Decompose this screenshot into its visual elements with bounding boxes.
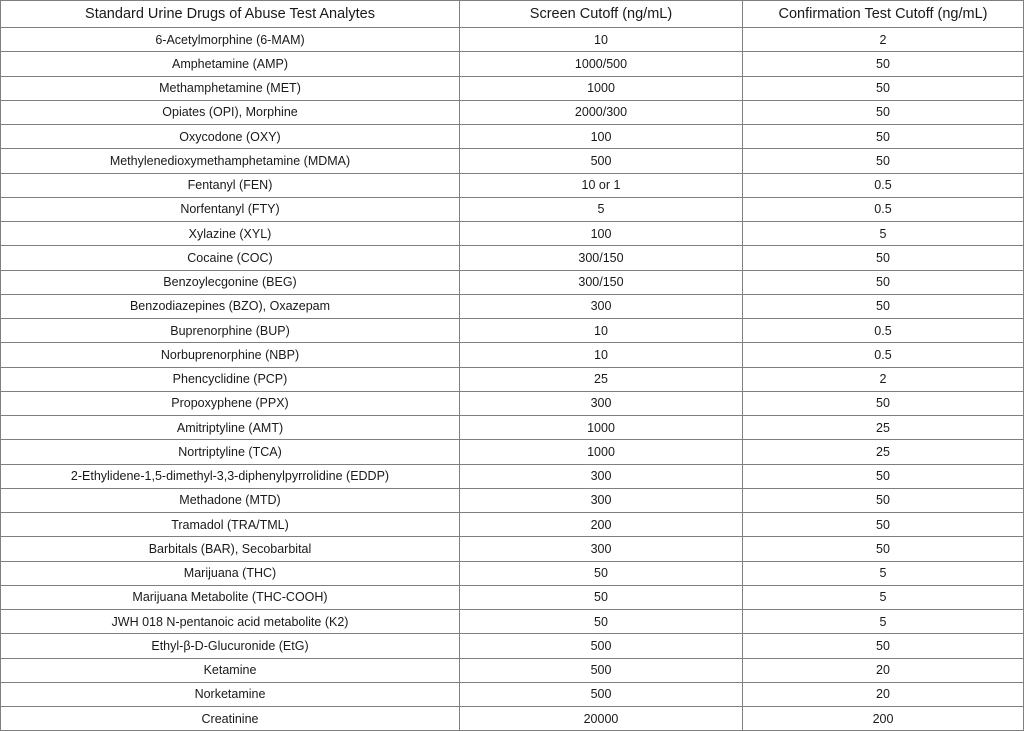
cell-screen-cutoff: 10 — [460, 343, 743, 367]
cell-confirmation-cutoff: 2 — [743, 28, 1024, 52]
cell-analyte: Xylazine (XYL) — [1, 222, 460, 246]
table-row — [1, 319, 1024, 343]
cell-confirmation-cutoff: 50 — [743, 294, 1024, 318]
table-row — [1, 100, 1024, 124]
table-row — [1, 416, 1024, 440]
cell-screen-cutoff: 1000/500 — [460, 52, 743, 76]
cell-analyte: Creatinine — [1, 707, 460, 731]
cell-screen-cutoff: 500 — [460, 634, 743, 658]
cell-confirmation-cutoff: 50 — [743, 125, 1024, 149]
cell-confirmation-cutoff: 50 — [743, 537, 1024, 561]
cell-analyte: 6-Acetylmorphine (6-MAM) — [1, 28, 460, 52]
cell-confirmation-cutoff: 0.5 — [743, 343, 1024, 367]
cell-analyte: Methamphetamine (MET) — [1, 76, 460, 100]
cell-confirmation-cutoff: 50 — [743, 464, 1024, 488]
cell-analyte: Propoxyphene (PPX) — [1, 391, 460, 415]
table-row — [1, 464, 1024, 488]
cell-confirmation-cutoff: 5 — [743, 561, 1024, 585]
cell-analyte: JWH 018 N-pentanoic acid metabolite (K2) — [1, 610, 460, 634]
cell-confirmation-cutoff: 50 — [743, 513, 1024, 537]
table-header-row — [1, 1, 1024, 28]
cell-analyte: Fentanyl (FEN) — [1, 173, 460, 197]
table-row — [1, 52, 1024, 76]
cell-confirmation-cutoff: 50 — [743, 634, 1024, 658]
cell-analyte: Tramadol (TRA/TML) — [1, 513, 460, 537]
cell-screen-cutoff: 500 — [460, 682, 743, 706]
cell-confirmation-cutoff: 5 — [743, 222, 1024, 246]
table-row — [1, 270, 1024, 294]
table-row — [1, 222, 1024, 246]
header-screen-cutoff: Screen Cutoff (ng/mL) — [460, 1, 743, 28]
cell-analyte: Amitriptyline (AMT) — [1, 416, 460, 440]
table-row — [1, 658, 1024, 682]
cell-analyte: Barbitals (BAR), Secobarbital — [1, 537, 460, 561]
cell-confirmation-cutoff: 0.5 — [743, 173, 1024, 197]
table-row — [1, 585, 1024, 609]
table-row — [1, 561, 1024, 585]
cell-confirmation-cutoff: 50 — [743, 76, 1024, 100]
cell-screen-cutoff: 100 — [460, 222, 743, 246]
table-row — [1, 197, 1024, 221]
cell-screen-cutoff: 10 or 1 — [460, 173, 743, 197]
cell-analyte: Cocaine (COC) — [1, 246, 460, 270]
cell-analyte: Benzodiazepines (BZO), Oxazepam — [1, 294, 460, 318]
table-row — [1, 440, 1024, 464]
table-body — [1, 28, 1024, 731]
cell-analyte: Norbuprenorphine (NBP) — [1, 343, 460, 367]
table-row — [1, 28, 1024, 52]
table-row — [1, 707, 1024, 731]
cell-confirmation-cutoff: 50 — [743, 100, 1024, 124]
cell-confirmation-cutoff: 50 — [743, 391, 1024, 415]
cell-screen-cutoff: 1000 — [460, 416, 743, 440]
table-row — [1, 246, 1024, 270]
cell-screen-cutoff: 50 — [460, 585, 743, 609]
cell-analyte: Marijuana (THC) — [1, 561, 460, 585]
cell-screen-cutoff: 300/150 — [460, 246, 743, 270]
cell-screen-cutoff: 300/150 — [460, 270, 743, 294]
cell-confirmation-cutoff: 25 — [743, 416, 1024, 440]
table-row — [1, 367, 1024, 391]
cell-confirmation-cutoff: 50 — [743, 52, 1024, 76]
cell-analyte: Methylenedioxymethamphetamine (MDMA) — [1, 149, 460, 173]
cell-screen-cutoff: 5 — [460, 197, 743, 221]
table-row — [1, 173, 1024, 197]
cell-confirmation-cutoff: 5 — [743, 610, 1024, 634]
table-row — [1, 634, 1024, 658]
cell-analyte: 2-Ethylidene-1,5-dimethyl-3,3-diphenylpyrrolidine (EDDP) — [1, 464, 460, 488]
header-confirmation-cutoff: Confirmation Test Cutoff (ng/mL) — [743, 1, 1024, 28]
cell-confirmation-cutoff: 20 — [743, 682, 1024, 706]
cell-screen-cutoff: 20000 — [460, 707, 743, 731]
cell-confirmation-cutoff: 2 — [743, 367, 1024, 391]
cell-screen-cutoff: 300 — [460, 294, 743, 318]
cell-analyte: Oxycodone (OXY) — [1, 125, 460, 149]
cell-confirmation-cutoff: 200 — [743, 707, 1024, 731]
table-row — [1, 610, 1024, 634]
cell-screen-cutoff: 500 — [460, 149, 743, 173]
table-row — [1, 513, 1024, 537]
cell-screen-cutoff: 300 — [460, 488, 743, 512]
cell-screen-cutoff: 200 — [460, 513, 743, 537]
cell-confirmation-cutoff: 50 — [743, 488, 1024, 512]
table-row — [1, 343, 1024, 367]
cell-screen-cutoff: 25 — [460, 367, 743, 391]
cell-confirmation-cutoff: 5 — [743, 585, 1024, 609]
cell-analyte: Benzoylecgonine (BEG) — [1, 270, 460, 294]
cell-analyte: Amphetamine (AMP) — [1, 52, 460, 76]
cell-screen-cutoff: 50 — [460, 610, 743, 634]
table-row — [1, 294, 1024, 318]
cell-confirmation-cutoff: 0.5 — [743, 319, 1024, 343]
cell-confirmation-cutoff: 25 — [743, 440, 1024, 464]
cell-analyte: Opiates (OPI), Morphine — [1, 100, 460, 124]
table-row — [1, 149, 1024, 173]
table-row — [1, 391, 1024, 415]
cell-analyte: Ethyl-β-D-Glucuronide (EtG) — [1, 634, 460, 658]
table-row — [1, 537, 1024, 561]
cell-analyte: Norketamine — [1, 682, 460, 706]
cell-screen-cutoff: 10 — [460, 319, 743, 343]
cell-analyte: Ketamine — [1, 658, 460, 682]
cell-screen-cutoff: 300 — [460, 537, 743, 561]
cell-screen-cutoff: 300 — [460, 464, 743, 488]
cell-screen-cutoff: 1000 — [460, 440, 743, 464]
cell-analyte: Norfentanyl (FTY) — [1, 197, 460, 221]
cell-screen-cutoff: 10 — [460, 28, 743, 52]
cell-analyte: Phencyclidine (PCP) — [1, 367, 460, 391]
cell-confirmation-cutoff: 50 — [743, 270, 1024, 294]
cell-confirmation-cutoff: 0.5 — [743, 197, 1024, 221]
cell-screen-cutoff: 500 — [460, 658, 743, 682]
cell-analyte: Nortriptyline (TCA) — [1, 440, 460, 464]
cell-confirmation-cutoff: 20 — [743, 658, 1024, 682]
cell-analyte: Buprenorphine (BUP) — [1, 319, 460, 343]
cell-analyte: Marijuana Metabolite (THC-COOH) — [1, 585, 460, 609]
cell-screen-cutoff: 1000 — [460, 76, 743, 100]
header-analyte: Standard Urine Drugs of Abuse Test Analytes — [1, 1, 460, 28]
table-row — [1, 76, 1024, 100]
table-row — [1, 682, 1024, 706]
cell-screen-cutoff: 100 — [460, 125, 743, 149]
cell-analyte: Methadone (MTD) — [1, 488, 460, 512]
cell-confirmation-cutoff: 50 — [743, 149, 1024, 173]
cell-confirmation-cutoff: 50 — [743, 246, 1024, 270]
table-row — [1, 125, 1024, 149]
cell-screen-cutoff: 2000/300 — [460, 100, 743, 124]
table-row — [1, 488, 1024, 512]
cell-screen-cutoff: 50 — [460, 561, 743, 585]
cell-screen-cutoff: 300 — [460, 391, 743, 415]
